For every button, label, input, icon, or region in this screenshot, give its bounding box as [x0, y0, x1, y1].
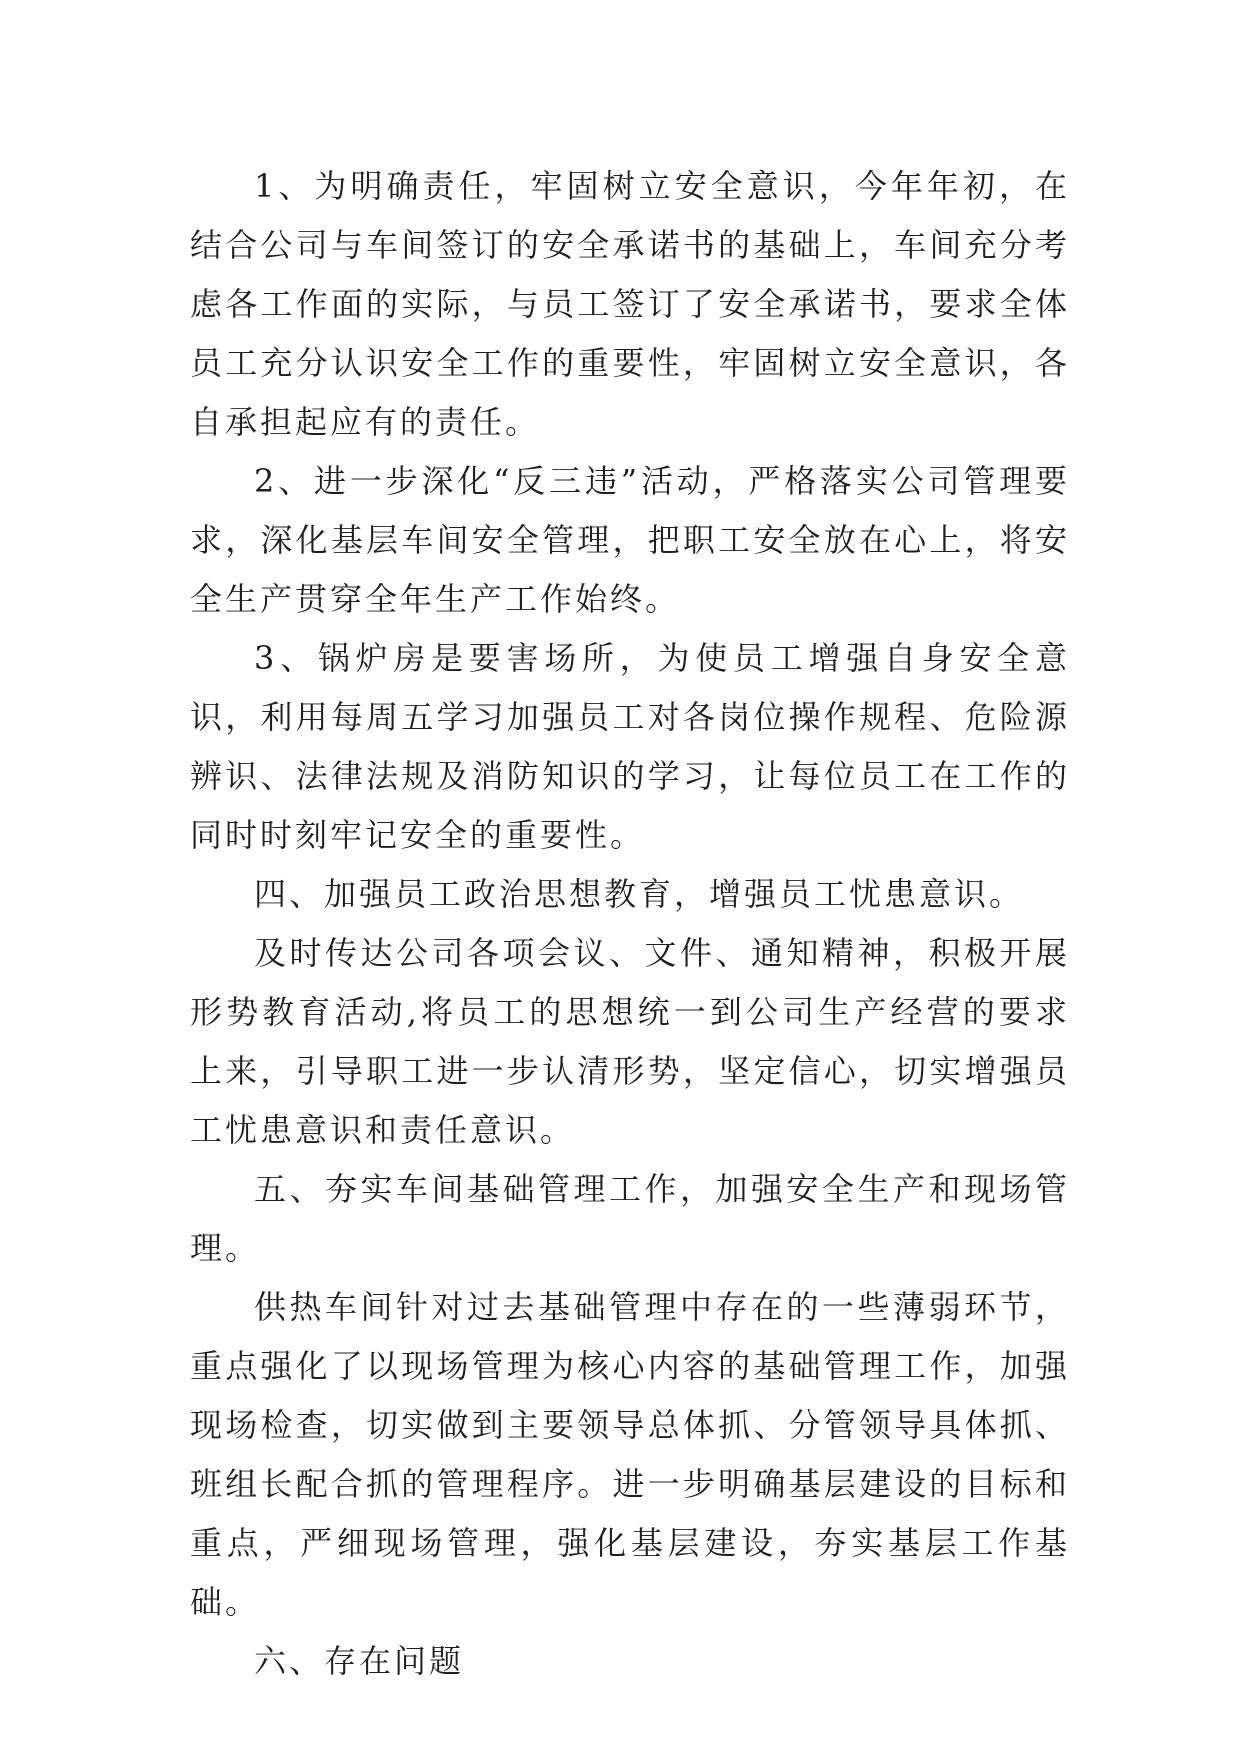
heading-political-education: 四、加强员工政治思想教育，增强员工忧患意识。: [254, 875, 1025, 913]
paragraph-political-education: 及时传达公司各项会议、文件、通知精神，积极开展形势教育活动,将员工的思想统一到公司生产经营的要求上来，引导职工进一步认清形势，坚定信心，切实增强员工忧患意识和责任意识。: [190, 934, 1070, 1149]
heading-existing-problems: 六、存在问题: [254, 1642, 465, 1680]
paragraph-boiler-room: 3、锅炉房是要害场所，为使员工增强自身安全意识，利用每周五学习加强员工对各岗位操作规程、危险源辨识、法律法规及消防知识的学习，让每位员工在工作的同时时刻牢记安全的重要性。: [190, 639, 1070, 854]
paragraph-basic-management: 供热车间针对过去基础管理中存在的一些薄弱环节，重点强化了以现场管理为核心内容的基础管理工作，加强现场检查，切实做到主要领导总体抓、分管领导具体抓、班组长配合抓的管理程序。进一步明确基层建设的目标和重点，严细现场管理，强化基层建设，夯实基层工作基础。: [190, 1288, 1070, 1621]
heading-basic-management: 五、夯实车间基础管理工作，加强安全生产和现场管理。: [190, 1170, 1070, 1267]
document-body: [190, 157, 1070, 1691]
paragraph-anti-violation: 2、进一步深化“反三违”活动，严格落实公司管理要求，深化基层车间安全管理，把职工安全放在心上，将安全生产贯穿全年生产工作始终。: [190, 462, 1070, 618]
paragraph-responsibility: 1、为明确责任，牢固树立安全意识，今年年初，在结合公司与车间签订的安全承诺书的基础上，车间充分考虑各工作面的实际，与员工签订了安全承诺书，要求全体员工充分认识安全工作的重要性，牢固树立安全意识，各自承担起应有的责任。: [190, 167, 1070, 441]
